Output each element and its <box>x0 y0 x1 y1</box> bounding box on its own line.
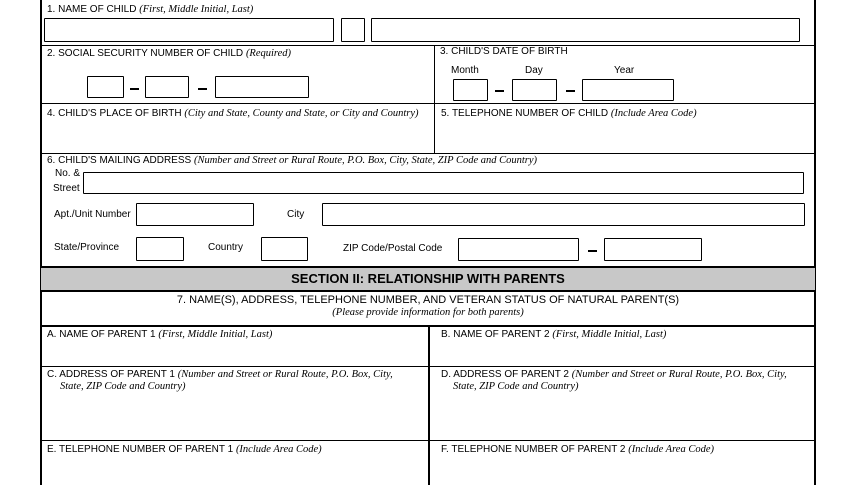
child-last-name-input[interactable] <box>371 18 800 42</box>
field5-label: 5. TELEPHONE NUMBER OF CHILD (Include Area Code) <box>441 108 697 119</box>
divider <box>434 103 435 153</box>
dash <box>588 250 597 252</box>
street-input[interactable] <box>83 172 804 194</box>
parent1-address-input[interactable] <box>42 395 427 439</box>
fieldC-label: C. ADDRESS OF PARENT 1 (Number and Street or Rural Route, P.O. Box, City, <box>47 369 393 380</box>
parent2-address-input[interactable] <box>431 395 814 439</box>
zip-input[interactable] <box>458 238 579 261</box>
child-first-name-input[interactable] <box>44 18 334 42</box>
field7-label: 7. NAME(S), ADDRESS, TELEPHONE NUMBER, AND VETERAN STATUS OF NATURAL PARENT(S) <box>176 294 680 306</box>
divider <box>41 153 815 154</box>
city-label: City <box>287 209 305 220</box>
divider <box>434 45 435 103</box>
zip-label: ZIP Code/Postal Code <box>343 243 443 254</box>
state-input[interactable] <box>136 237 184 261</box>
divider <box>428 326 430 485</box>
section2-header: SECTION II: RELATIONSHIP WITH PARENTS <box>41 268 815 290</box>
ssn-part3-input[interactable] <box>215 76 309 98</box>
dob-day-input[interactable] <box>512 79 557 101</box>
fieldE-label: E. TELEPHONE NUMBER OF PARENT 1 (Include Area Code) <box>47 444 322 455</box>
fieldB-label: B. NAME OF PARENT 2 (First, Middle Initial, Last) <box>441 329 667 340</box>
country-label: Country <box>208 242 244 253</box>
day-label: Day <box>525 65 543 76</box>
dash <box>495 90 504 92</box>
zip-extension-input[interactable] <box>604 238 702 261</box>
field6-label: 6. CHILD'S MAILING ADDRESS (Number and Street or Rural Route, P.O. Box, City, State, ZIP Code and Country) <box>47 155 538 166</box>
divider <box>41 440 815 441</box>
field3-label: 3. CHILD'S DATE OF BIRTH <box>440 46 568 57</box>
dash <box>566 90 575 92</box>
city-input[interactable] <box>322 203 805 226</box>
state-label: State/Province <box>54 242 120 253</box>
dash <box>130 88 139 90</box>
dash <box>198 88 207 90</box>
ssn-part1-input[interactable] <box>87 76 124 98</box>
street-label-line1: No. & <box>55 168 81 179</box>
field1-label: 1. NAME OF CHILD (First, Middle Initial, Last) <box>47 4 254 15</box>
ssn-part2-input[interactable] <box>145 76 189 98</box>
fieldF-label: F. TELEPHONE NUMBER OF PARENT 2 (Include Area Code) <box>441 444 714 455</box>
apt-label: Apt./Unit Number <box>54 209 131 220</box>
dob-year-input[interactable] <box>582 79 674 101</box>
divider <box>41 45 815 46</box>
field4-label: 4. CHILD'S PLACE OF BIRTH (City and State, County and State, or City and Country) <box>47 108 419 119</box>
fieldD-label: D. ADDRESS OF PARENT 2 (Number and Street or Rural Route, P.O. Box, City, <box>441 369 787 380</box>
country-input[interactable] <box>261 237 308 261</box>
place-of-birth-input[interactable] <box>42 122 432 152</box>
parent2-telephone-input[interactable] <box>431 458 814 484</box>
fieldC-hint2: State, ZIP Code and Country) <box>60 381 186 392</box>
parent1-name-input[interactable] <box>42 342 427 366</box>
parent1-telephone-input[interactable] <box>42 458 427 484</box>
divider <box>41 366 815 367</box>
child-telephone-input[interactable] <box>436 122 814 152</box>
divider <box>41 290 815 292</box>
divider <box>41 103 815 104</box>
fieldD-hint2: State, ZIP Code and Country) <box>453 381 579 392</box>
parent2-name-input[interactable] <box>431 342 814 366</box>
field7-hint: (Please provide information for both parents) <box>332 307 524 318</box>
street-label-line2: Street <box>53 183 80 194</box>
month-label: Month <box>451 65 479 76</box>
child-middle-initial-input[interactable] <box>341 18 365 42</box>
year-label: Year <box>614 65 635 76</box>
apt-input[interactable] <box>136 203 254 226</box>
field2-label: 2. SOCIAL SECURITY NUMBER OF CHILD (Required) <box>47 48 292 59</box>
fieldA-label: A. NAME OF PARENT 1 (First, Middle Initial, Last) <box>47 329 273 340</box>
dob-month-input[interactable] <box>453 79 488 101</box>
